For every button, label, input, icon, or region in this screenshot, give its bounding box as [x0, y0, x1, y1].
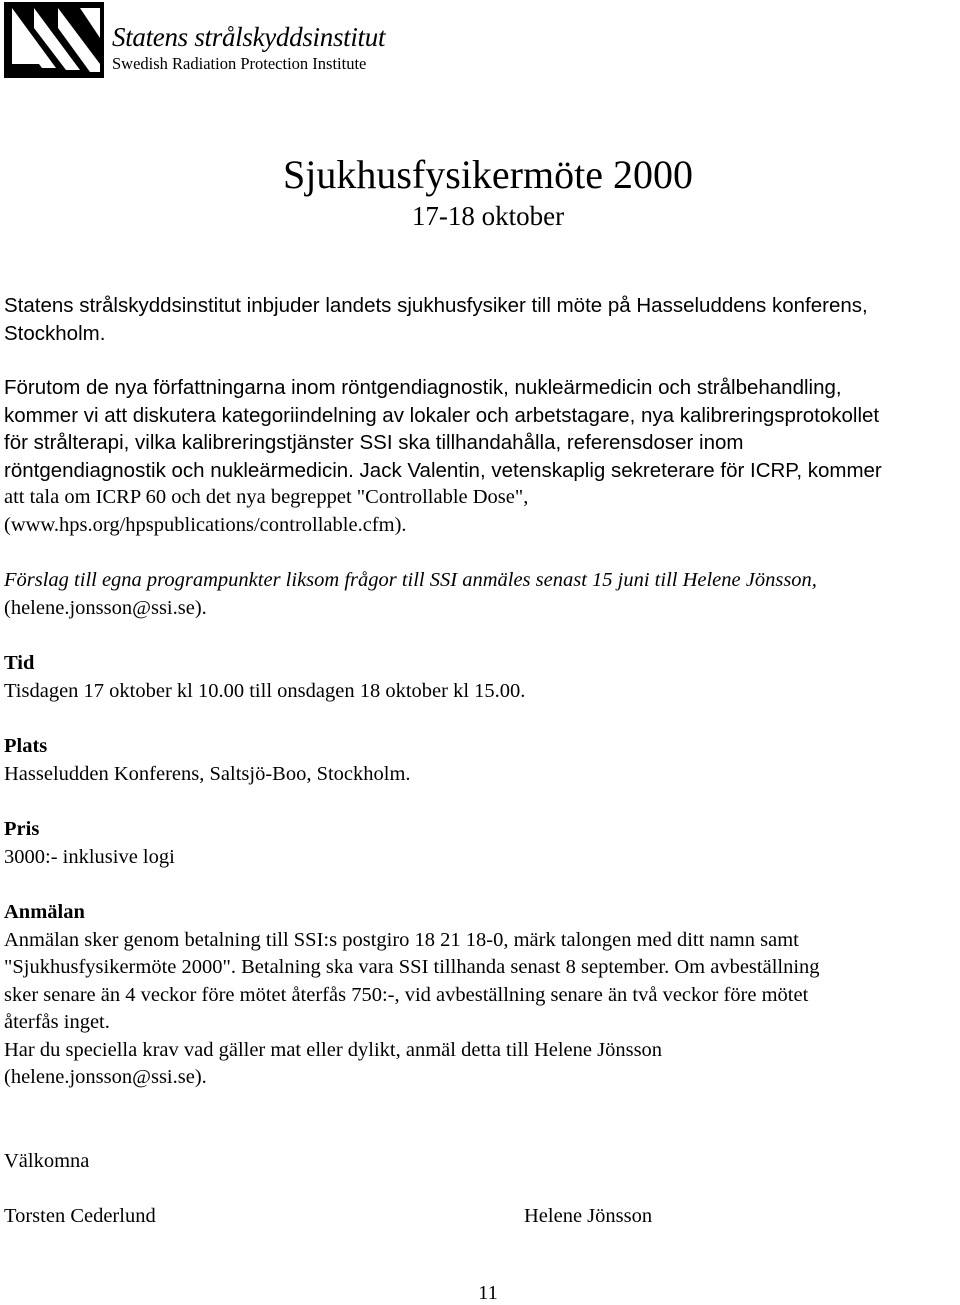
page-subtitle: 17-18 oktober	[411, 201, 565, 231]
org-name-english: Swedish Radiation Protection Institute	[112, 54, 367, 73]
section-heading: Pris	[4, 818, 40, 840]
section-text: Tisdagen 17 oktober kl 10.00 till onsdagen 18 oktober kl 15.00.	[4, 679, 526, 702]
page-title: Sjukhusfysikermöte 2000	[283, 152, 693, 197]
section-text: (helene.jonsson@ssi.se).	[4, 1066, 207, 1088]
section-text: 3000:- inklusive logi	[4, 845, 175, 868]
org-name: Statens strålskyddsinstitut	[112, 22, 386, 52]
proposal-line: Förslag till egna programpunkter liksom frågor till SSI anmäles senast 15 juni till Helene Jönsson,	[4, 569, 817, 591]
section-text: Har du speciella krav vad gäller mat eller dylikt, anmäl detta till Helene Jönsson	[4, 1038, 663, 1061]
page-number: 11	[478, 1282, 498, 1304]
section-anmalan	[4, 899, 960, 1092]
section-tid	[4, 650, 960, 705]
section-plats	[4, 733, 960, 788]
section-text: återfås inget.	[4, 1011, 110, 1033]
section-pris	[4, 816, 960, 871]
section-text: Anmälan sker genom betalning till SSI:s postgiro 18 21 18-0, märk talongen med ditt namn samt	[4, 928, 799, 951]
ssi-logo-icon	[4, 2, 104, 78]
intro-paragraph	[4, 292, 960, 348]
body-line: röntgendiagnostik och nukleärmedicin. Jack Valentin, vetenskaplig sekreterare för ICRP, kommer	[4, 458, 882, 482]
section-heading: Anmälan	[4, 901, 85, 923]
body-line: att tala om ICRP 60 och det nya begreppet "Controllable Dose",	[4, 486, 529, 508]
body-line: (www.hps.org/hpspublications/controllable.cfm).	[4, 513, 407, 536]
proposal-email: (helene.jonsson@ssi.se).	[4, 596, 207, 619]
header-logo	[4, 2, 384, 78]
section-heading: Plats	[4, 735, 48, 757]
body-line: Förutom de nya författningarna inom röntgendiagnostik, nukleärmedicin och strålbehandling,	[4, 376, 842, 399]
body-paragraph	[4, 374, 960, 539]
closing-greeting: Välkomna	[4, 1150, 90, 1172]
section-text: "Sjukhusfysikermöte 2000". Betalning ska vara SSI tillhanda senast 8 september. Om avbeställning	[4, 956, 820, 978]
body-line: för strålterapi, vilka kalibreringstjänster SSI ska tillhandahålla, referensdoser inom	[4, 431, 744, 454]
intro-line: Stockholm.	[4, 322, 106, 345]
signatory-2: Helene Jönsson	[524, 1205, 653, 1227]
section-text: Hasseludden Konferens, Saltsjö-Boo, Stockholm.	[4, 762, 411, 785]
body-line: kommer vi att diskutera kategoriindelning av lokaler och arbetstagare, nya kalibreringsprotokollet	[4, 403, 880, 427]
proposal-paragraph	[4, 567, 960, 622]
section-heading: Tid	[4, 652, 35, 674]
intro-line: Statens strålskyddsinstitut inbjuder landets sjukhusfysiker till möte på Hasseluddens konferens,	[4, 294, 868, 317]
signatory-1: Torsten Cederlund	[4, 1205, 156, 1227]
section-text: sker senare än 4 veckor före mötet återfås 750:-, vid avbeställning senare än två veckor före mötet	[4, 983, 809, 1006]
